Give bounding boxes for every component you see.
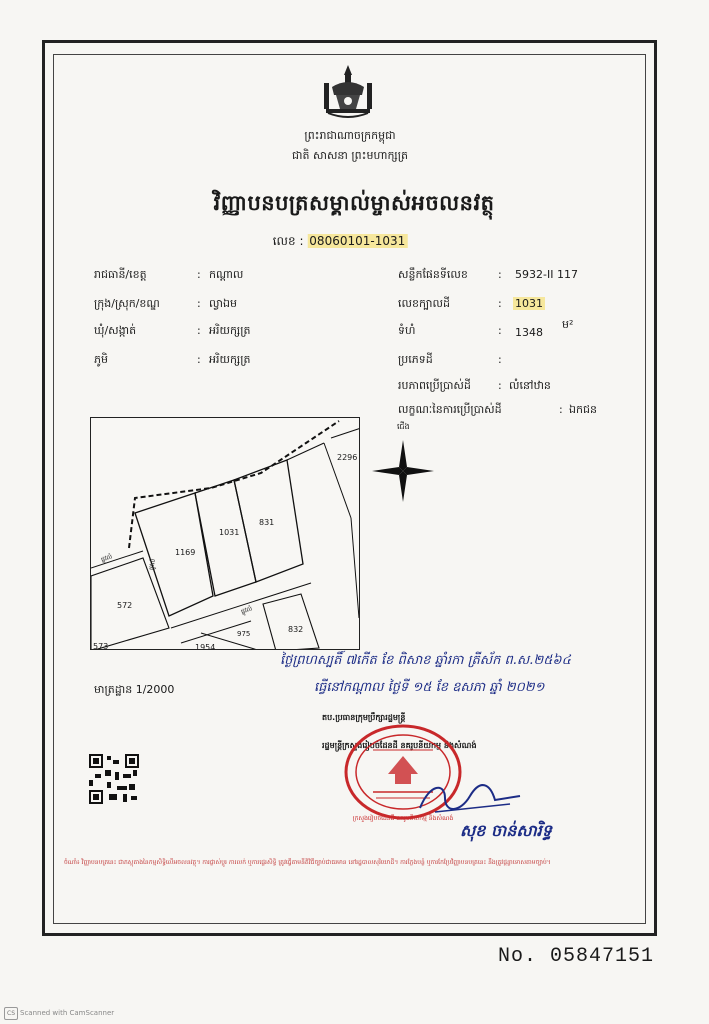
field-parcel-label: លេខក្បាលដី — [398, 297, 450, 310]
signature-icon — [415, 778, 525, 818]
north-arrow-icon — [370, 438, 436, 504]
notes-fine-print: ចំណាំ៖ វិញ្ញាបនបត្រនេះ ជាភស្តុតាងនៃកម្មសិទ្ធិលើអចលនវត្ថុ។ ការផ្លាស់ប្តូរ ការលក់ ឬការផ្ទេរសិទ្ធិ ត្រូវធ្វើតាមនីតិវិធីច្បាប់ជាធរមាន នៅរដ្ឋបាលសុរិយោដី។ ការក្លែងបន្លំ ឬការកែប្រែវិញ្ញាបនបត្រនេះ នឹងត្រូវផ្តន្ទាទោសតាមច្បាប់។ — [64, 859, 551, 866]
road-label-middle: ផ្លូវលំ — [148, 558, 158, 571]
parcel-572: 572 — [117, 601, 133, 610]
kingdom-line-2: ជាតិ សាសនា ព្រះមហាក្សត្រ — [292, 149, 408, 162]
field-land-use-label: របភាពប្រើប្រាស់ដី — [398, 379, 471, 392]
parcel-1169: 1169 — [175, 548, 196, 557]
parcel-832: 832 — [288, 625, 304, 634]
official-title-line-2: រដ្ឋមន្ត្រីក្រសួងរៀបចំដែនដី នគរូបនីយកម្ម និងសំណង់ — [322, 741, 477, 750]
field-village-label: ភូមិ — [94, 353, 108, 366]
field-land-use-value: លំនៅឋាន — [509, 379, 551, 392]
official-title-line-1: តប.ប្រធានក្រុមប្រឹក្សារដ្ឋមន្ត្រី — [322, 713, 406, 722]
scale-text — [94, 683, 174, 699]
kingdom-line-1: ព្រះរាជាណាចក្រកម្ពុជា — [304, 129, 396, 142]
road-label-bottom: ផ្លូវលំ — [240, 605, 254, 616]
number-label: លេខ — [272, 234, 296, 248]
handwritten-lunar-date: ថ្ងៃព្រហស្បតិ៍ ៧កើត ខែ ពិសាខ ឆ្នាំរកា ត្រីស័ក ព.ស.២៥៦៤ — [280, 653, 571, 668]
parcel-2296: 2296 — [337, 453, 358, 462]
north-label: ជើង — [397, 422, 410, 431]
certificate-title: វិញ្ញាបនបត្រសម្គាល់ម្ចាស់អចលនវត្ថុ — [213, 191, 495, 215]
field-area-value: 1348 — [515, 326, 543, 339]
field-land-type-label: ប្រភេទដី — [398, 353, 433, 366]
scanner-watermark: Scanned with CamScanner — [20, 1009, 115, 1017]
field-ownership-label: លក្ខណៈនៃការប្រើប្រាស់ដី — [398, 403, 502, 416]
field-map-sheet-label: សន្លឹកផែនទីលេខ — [398, 268, 468, 281]
field-area-unit: ម² — [562, 318, 574, 331]
field-parcel-value: 1031 — [515, 297, 543, 310]
royal-emblem-icon — [318, 63, 378, 121]
parcel-573: 573 — [93, 642, 109, 650]
field-commune-value: អរិយក្សត្រ — [209, 324, 251, 337]
field-ownership-value: ឯកជន — [569, 403, 597, 416]
signer-name: សុខ ចាន់សារិទ្ធ — [460, 821, 552, 840]
road-label-left: ផ្លូវលំ — [100, 553, 114, 564]
scale-value: 1/2000 — [135, 683, 175, 696]
field-province-label: រាជធានី/ខេត្ត — [94, 268, 147, 281]
cadastral-map — [90, 417, 360, 650]
field-area-label: ទំហំ — [398, 324, 416, 337]
parcel-1031: 1031 — [219, 528, 240, 537]
certificate-number: លេខ : 08060101-1031 — [272, 234, 406, 248]
camscanner-logo-icon: CS — [4, 1007, 18, 1020]
parcel-831: 831 — [259, 518, 275, 527]
scale-label: មាត្រដ្ឋាន — [94, 683, 133, 696]
field-map-sheet-value: 5932-II 117 — [515, 268, 578, 281]
field-commune-label: ឃុំ/សង្កាត់ — [94, 324, 137, 337]
handwritten-issue-date: ធ្វើនៅកណ្តាល ថ្ងៃទី ១៥ ខែ ឧសភា ឆ្នាំ ២០២១ — [314, 680, 545, 695]
field-district-value: ល្វាឯម — [209, 297, 237, 310]
seal-text: ក្រសួងរៀបចំដែនដី នគរូបនីយកម្ម និងសំណង់ — [352, 815, 454, 822]
field-village-value: អរិយក្សត្រ — [209, 353, 251, 366]
number-value: 08060101-1031 — [309, 234, 406, 248]
parcel-975: 975 — [237, 630, 251, 638]
serial-number: No. 05847151 — [498, 945, 655, 968]
qr-code-icon — [89, 754, 139, 804]
parcel-1954: 1954 — [195, 643, 216, 650]
field-province-value: កណ្តាល — [209, 268, 244, 281]
field-district-label: ក្រុង/ស្រុក/ខណ្ឌ — [94, 297, 160, 310]
